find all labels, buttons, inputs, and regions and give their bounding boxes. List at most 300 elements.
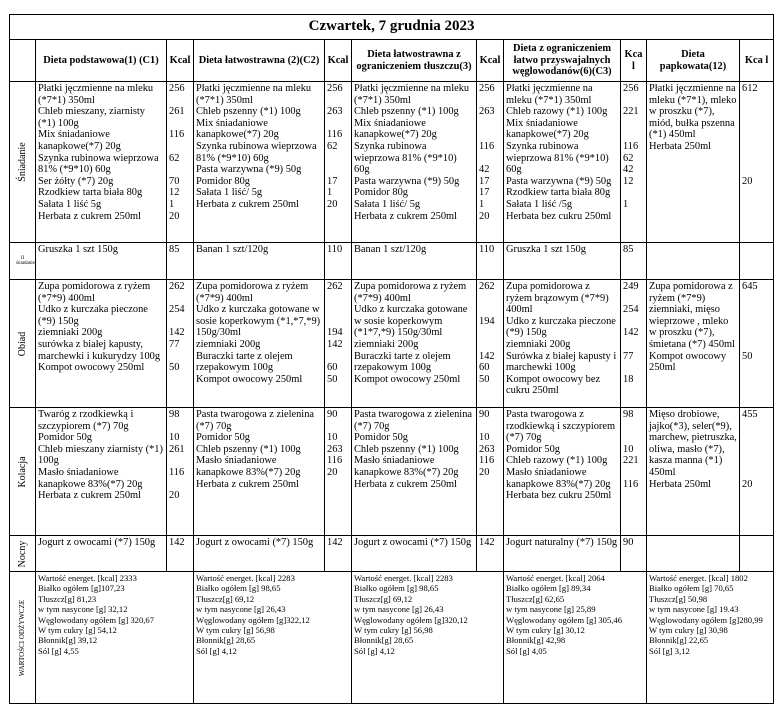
kcal-value: 249 [623, 281, 639, 292]
meal-items-cell [647, 280, 740, 408]
meal-label: II śniadanie [10, 243, 36, 280]
menu-item: Pasta warzywna (*9) 50g [506, 175, 612, 187]
kcal-value: 256 [169, 83, 185, 94]
meal-items-cell [504, 408, 621, 536]
kcal-value: 262 [169, 281, 185, 292]
menu-item: Rzodkiew tarta biała 80g [506, 187, 611, 199]
menu-item: Udko z kurczaka pieczone (*9) 150g [506, 315, 616, 339]
nutrition-value: Błonnik[g] 42,98 [506, 635, 566, 646]
nutrition-cell [647, 572, 774, 704]
nutrition-cell [352, 572, 504, 704]
nutrition-row [10, 572, 774, 704]
nutrition-value: Węglowodany ogółem [g] 305,46 [506, 614, 622, 625]
kcal-cell [167, 408, 194, 536]
kcal-value [742, 339, 771, 351]
kcal-value: 12 [169, 187, 180, 199]
kcal-value [327, 304, 349, 316]
kcal-value [479, 339, 501, 351]
kcal-value [169, 95, 191, 107]
meal-items-cell [194, 243, 325, 280]
kcal-value [479, 118, 501, 130]
kcal-value: 20 [479, 210, 490, 222]
menu-item: Banan 1 szt/120g [196, 244, 269, 255]
menu-item: Pomidor 50g [506, 443, 560, 455]
diet-header: Dieta łatwostrawna (2)(C2) [194, 40, 325, 82]
menu-item: Herbata z cukrem 250ml [196, 198, 299, 210]
kcal-value [169, 455, 191, 467]
kcal-value: 17 [327, 175, 338, 187]
kcal-value: 254 [623, 304, 639, 316]
kcal-value: 20 [742, 175, 753, 187]
menu-item: Pomidor 50g [196, 432, 250, 444]
kcal-value: 116 [623, 478, 639, 490]
menu-item: Chleb pszenny (*1) 100g [196, 443, 301, 455]
kcal-value: 10 [623, 443, 634, 455]
kcal-header: Kca l [621, 40, 647, 82]
kcal-value: 10 [169, 432, 180, 444]
menu-item: Herbata z cukrem 250ml [354, 478, 457, 490]
nutrition-value: Białko ogółem [g] 70,65 [649, 583, 734, 594]
kcal-value [623, 187, 644, 199]
kcal-value: 116 [327, 129, 343, 141]
menu-item: Sałata 1 liść/ 5g [196, 187, 263, 199]
menu-item: Zupa pomidorowa z ryżem (*7*9) 400ml [196, 281, 309, 304]
menu-item: Pomidor 80g [354, 187, 408, 199]
kcal-value: 17 [479, 175, 490, 187]
menu-item: Jogurt z owocami (*7) 150g [354, 537, 472, 548]
kcal-cell [621, 82, 647, 243]
menu-table [9, 14, 774, 704]
menu-item: Pasta twarogowa z rzodkiewką i szczypiorem (*7) 70g [506, 409, 616, 444]
meal-items-cell [352, 408, 477, 536]
menu-item: Buraczki tarte z olejem rzepakowym 100g [354, 350, 451, 374]
kcal-cell [167, 280, 194, 408]
kcal-value: 18 [623, 373, 634, 385]
kcal-cell [740, 536, 774, 572]
kcal-value: 262 [479, 281, 495, 292]
nutrition-value: Błonnik[g] 28,65 [354, 635, 414, 646]
kcal-cell [325, 243, 352, 280]
kcal-value: 221 [623, 106, 639, 118]
nutrition-value: Wartość energet. [kcal] 2333 [38, 573, 137, 583]
menu-item: Płatki jęczmienne na mleku (*7*1) 350ml [354, 83, 470, 106]
nutrition-value: Sól [g] 4,05 [506, 645, 547, 656]
nutrition-value: w tym nasycone [g] 26,43 [196, 604, 286, 615]
meal-items-cell [647, 408, 740, 536]
kcal-value: 110 [327, 244, 343, 255]
kcal-value [742, 316, 771, 328]
menu-item: Pasta twarogowa z zielenina (*7) 70g [196, 409, 315, 432]
nutrition-value: w tym nasycone [g] 19.43 [649, 604, 739, 615]
kcal-value [169, 316, 191, 328]
kcal-value [742, 467, 771, 479]
kcal-value: 142 [479, 350, 495, 362]
nutrition-value: Wartość energet. [kcal] 1802 [649, 573, 748, 583]
nutrition-value: Białko ogółem [g] 98,65 [354, 583, 439, 594]
kcal-value: 256 [623, 83, 639, 94]
meal-items-cell [647, 82, 740, 243]
kcal-value: 645 [742, 281, 758, 292]
kcal-value: 116 [169, 466, 185, 478]
kcal-value: 1 [169, 198, 175, 210]
menu-item: Udko z kurczaka pieczone (*9) 150g [38, 304, 148, 327]
meal-row [10, 82, 774, 243]
menu-item: Kompot owocowy bez cukru 250ml [506, 373, 601, 397]
kcal-cell [477, 536, 504, 572]
menu-item: Chleb mieszany, ziarnisty (*1) 100g [38, 106, 145, 129]
meal-row [10, 408, 774, 536]
kcal-value [479, 327, 501, 339]
kcal-value: 77 [169, 338, 180, 350]
kcal-value: 263 [479, 106, 495, 118]
kcal-value: 62 [327, 140, 338, 152]
nutrition-value: W tym cukry [g] 54,12 [38, 625, 117, 636]
nutrition-cell [194, 572, 352, 704]
menu-item: Chleb razowy (*1) 100g [506, 455, 608, 467]
nutrition-value: Węglowodany ogółem [g]320,12 [354, 614, 468, 625]
kcal-value [479, 153, 501, 165]
meal-items-cell [504, 82, 621, 243]
kcal-cell [740, 82, 774, 243]
kcal-value: 42 [479, 164, 490, 176]
kcal-header: Kcal [325, 40, 352, 82]
kcal-value: 90 [623, 537, 634, 548]
menu-item: Pasta twarogowa z zielenina (*7) 70g [354, 409, 473, 432]
meal-items-cell [36, 280, 167, 408]
diet-header: Dieta papkowata(12) [647, 40, 740, 82]
kcal-value [169, 421, 191, 433]
kcal-cell [477, 408, 504, 536]
kcal-value: 455 [742, 409, 758, 420]
meal-row [10, 280, 774, 408]
kcal-cell [477, 243, 504, 280]
kcal-value [742, 106, 771, 118]
menu-item: Pomidor 80g [196, 175, 250, 187]
kcal-value: 612 [742, 83, 758, 94]
menu-item: Chleb pszenny (*1) 100g [354, 106, 459, 118]
kcal-value: 194 [479, 315, 495, 327]
menu-item: Udko z kurczaka gotowane w sosie koperkowym (*1,*7,*9) 150g/30ml [196, 304, 321, 339]
nutrition-value: Błonnik[g] 28,65 [196, 635, 256, 646]
kcal-value [479, 421, 501, 433]
kcal-cell [167, 243, 194, 280]
menu-item: Mięso drobiowe, jajko(*3), seler(*9), marchew, pietruszka, oliwa, masło (*7), kasza manna (*1) 450ml [649, 409, 737, 478]
kcal-value: 261 [169, 443, 185, 455]
kcal-value [623, 421, 644, 433]
kcal-value [742, 455, 771, 467]
menu-item: Herbata 250ml [649, 140, 712, 152]
nutrition-value: Węglowodany ogółem [g] 320,67 [38, 614, 154, 625]
kcal-value: 70 [169, 175, 180, 187]
nutrition-value: Węglowodany ogółem [g]322,12 [196, 614, 310, 625]
menu-item: Zupa pomidorowa z ryżem brązowym (*7*9) 400ml [506, 281, 609, 316]
kcal-value: 62 [623, 152, 634, 164]
menu-item: Chleb razowy (*1) 100g [506, 106, 608, 118]
kcal-cell [621, 408, 647, 536]
menu-item: Szynka rubinowa wieprzowa 81% (*9*10) 60g [506, 140, 609, 176]
menu-item: Zupa pomidorowa z ryżem (*7*9) 400ml [38, 281, 151, 304]
nutrition-value: w tym nasycone [g] 32,12 [38, 604, 128, 615]
kcal-value: 12 [623, 175, 634, 187]
kcal-value: 85 [169, 244, 180, 255]
kcal-value: 50 [479, 373, 490, 385]
kcal-value [623, 339, 644, 351]
meal-items-cell [504, 536, 621, 572]
nutrition-label: WARTOŚCI ODŻYWCZE [10, 572, 36, 704]
kcal-value: 142 [169, 537, 185, 548]
nutrition-value: Sól [g] 4,12 [354, 645, 395, 656]
kcal-value [623, 293, 644, 305]
nutrition-value: Białko ogółem [g] 89,34 [506, 583, 591, 594]
nutrition-value: W tym cukry [g] 56,98 [354, 625, 433, 636]
meal-items-cell [352, 280, 477, 408]
nutrition-value: W tym cukry [g] 56,98 [196, 625, 275, 636]
menu-item: Chleb pszenny (*1) 100g [354, 443, 459, 455]
kcal-cell [325, 408, 352, 536]
kcal-value: 20 [169, 490, 180, 502]
menu-item: surówka z białej kapusty, marchewki i kukurydzy 100g [38, 338, 161, 362]
menu-item: Pomidor 50g [38, 432, 92, 444]
kcal-value [479, 129, 501, 141]
kcal-header: Kca l [740, 40, 774, 82]
kcal-value [327, 95, 349, 107]
meal-items-cell [194, 408, 325, 536]
kcal-value: 261 [169, 106, 185, 118]
kcal-value [169, 479, 191, 491]
nutrition-cell [36, 572, 194, 704]
menu-item: Herbata bez cukru 250ml [506, 210, 612, 222]
menu-item: Surówka z białej kapusty i marchewki 100g [506, 350, 617, 374]
page-title: Czwartek, 7 grudnia 2023 [10, 15, 774, 40]
kcal-value: 1 [623, 198, 629, 210]
kcal-value: 90 [327, 409, 338, 420]
nutrition-value: Tłuszcz[g] 50,98 [649, 593, 708, 604]
kcal-value [327, 293, 349, 305]
nutrition-value: Tłuszcz[g] 69,12 [196, 593, 255, 604]
nutrition-value: Sól [g] 4,55 [38, 645, 79, 656]
nutrition-value: W tym cukry [g] 30,12 [506, 625, 585, 636]
menu-item: Kompot owocowy 250ml [354, 373, 461, 385]
menu-item: Sałata 1 liść /5g [506, 198, 573, 210]
kcal-value [169, 164, 191, 176]
kcal-value [169, 141, 191, 153]
menu-item: Płatki jęczmienne na mleku (*7*1) 350ml [506, 83, 593, 106]
kcal-value [327, 118, 349, 130]
menu-item: Szynka rubinowa wieprzowa 81% (*9*10) 60g [196, 140, 317, 164]
menu-item: Udko z kurczaka gotowane w sosie koperkowym (*1*7,*9) 150g/30ml [354, 304, 468, 339]
kcal-value: 50 [327, 373, 338, 385]
kcal-value [169, 118, 191, 130]
kcal-value: 110 [479, 244, 495, 255]
nutrition-value: Błonnik[g] 22,65 [649, 635, 709, 646]
kcal-value: 116 [623, 140, 639, 152]
nutrition-value: Tłuszcz[g] 69,12 [354, 593, 413, 604]
kcal-value: 17 [479, 187, 490, 199]
kcal-cell [621, 536, 647, 572]
meal-items-cell [194, 82, 325, 243]
header-row [10, 40, 774, 82]
menu-item: Masło śniadaniowe kanapkowe 83%(*7) 20g [354, 455, 459, 478]
menu-item: Herbata z cukrem 250ml [196, 478, 299, 490]
nutrition-value: W tym cukry [g] 30,98 [649, 625, 728, 636]
menu-item: Rzodkiew tarta biała 80g [38, 187, 143, 199]
kcal-value: 142 [479, 537, 495, 548]
kcal-cell [167, 82, 194, 243]
menu-item: Jogurt z owocami (*7) 150g [196, 537, 314, 548]
menu-item: ziemniaki 200g [354, 338, 419, 350]
menu-item: Herbata z cukrem 250ml [38, 210, 141, 222]
kcal-value: 194 [327, 327, 343, 339]
meal-items-cell [647, 536, 740, 572]
kcal-value [742, 293, 771, 305]
kcal-value: 256 [327, 83, 343, 94]
kcal-cell [740, 243, 774, 280]
nutrition-value: Sól [g] 3,12 [649, 645, 690, 656]
meal-items-cell [36, 536, 167, 572]
kcal-value [169, 293, 191, 305]
menu-item: Zupa pomidorowa z ryżem (*7*9) 400ml [354, 281, 467, 304]
nutrition-value: Wartość energet. [kcal] 2283 [196, 573, 295, 583]
kcal-value: 90 [479, 409, 490, 420]
menu-item: Herbata bez cukru 250ml [506, 490, 612, 502]
menu-item: ziemniaki 200g [38, 327, 103, 339]
menu-item: Mix śniadaniowe kanapkowe(*7) 20g [38, 129, 121, 152]
kcal-value: 142 [327, 338, 343, 350]
kcal-cell [621, 243, 647, 280]
kcal-value [327, 153, 349, 165]
menu-item: Płatki jęczmienne na mleku (*7*1) 350ml [196, 83, 312, 106]
kcal-value: 116 [327, 455, 343, 467]
kcal-value: 262 [327, 281, 343, 292]
kcal-value: 221 [623, 455, 639, 467]
meal-items-cell [194, 280, 325, 408]
nutrition-value: Błonnik[g] 39,12 [38, 635, 98, 646]
kcal-value: 142 [327, 537, 343, 548]
kcal-value [742, 244, 771, 256]
kcal-value: 116 [169, 129, 185, 141]
menu-item: Chleb mieszany ziarnisty (*1) 100g [38, 443, 163, 467]
kcal-cell [325, 82, 352, 243]
kcal-value [742, 304, 771, 316]
kcal-cell [621, 280, 647, 408]
meal-items-cell [504, 280, 621, 408]
menu-item: Masło śniadaniowe kanapkowe 83%(*7) 20g [38, 466, 143, 490]
menu-item: Sałata 1 liść/ 5g [354, 198, 421, 210]
menu-item: Twaróg z rzodkiewką i szczypiorem (*7) 70g [38, 409, 134, 432]
meal-items-cell [504, 243, 621, 280]
meal-items-cell [647, 243, 740, 280]
kcal-cell [325, 536, 352, 572]
kcal-value [623, 118, 644, 130]
nutrition-value: w tym nasycone [g] 25,89 [506, 604, 596, 615]
kcal-value: 263 [479, 443, 495, 455]
meal-items-cell [352, 243, 477, 280]
menu-item: Herbata 250ml [649, 478, 712, 490]
meal-label: Obiad [10, 280, 36, 408]
kcal-value [742, 432, 771, 444]
kcal-value: 142 [169, 327, 185, 339]
nutrition-value: Wartość energet. [kcal] 2064 [506, 573, 605, 583]
kcal-value [742, 95, 771, 107]
kcal-value: 254 [169, 304, 185, 316]
meal-items-cell [36, 408, 167, 536]
menu-item: Jogurt naturalny (*7) 150g [506, 537, 618, 548]
menu-item: Ser żółty (*7) 20g [38, 175, 114, 187]
kcal-value: 62 [169, 152, 180, 164]
kcal-header: Kcal [477, 40, 504, 82]
meal-items-cell [352, 82, 477, 243]
kcal-value [479, 95, 501, 107]
kcal-value: 50 [169, 362, 180, 374]
meal-row [10, 536, 774, 572]
kcal-value: 60 [327, 362, 338, 374]
menu-item: Banan 1 szt/120g [354, 244, 427, 255]
nutrition-value: Tłuszcz[g] 62,65 [506, 593, 565, 604]
kcal-value [742, 129, 771, 141]
kcal-value: 1 [327, 187, 333, 199]
menu-item: Szynka rubinowa wieprzowa 81% (*9*10) 60g [354, 140, 457, 176]
nutrition-value: Białko ogółem [g] 98,65 [196, 583, 281, 594]
kcal-value [623, 95, 644, 107]
menu-item: Masło śniadaniowe kanapkowe 83%(*7) 20g [196, 455, 301, 478]
kcal-value: 98 [169, 409, 180, 420]
nutrition-value: Wartość energet. [kcal] 2283 [354, 573, 453, 583]
kcal-value [623, 432, 644, 444]
kcal-value: 50 [742, 350, 753, 362]
kcal-value [742, 118, 771, 130]
menu-item: ziemniaki 200g [196, 338, 261, 350]
menu-item: Jogurt z owocami (*7) 150g [38, 537, 156, 548]
menu-item: Masło śniadaniowe kanapkowe 83%(*7) 20g [506, 466, 611, 490]
nutrition-value: w tym nasycone [g] 26,43 [354, 604, 444, 615]
kcal-value [623, 467, 644, 479]
kcal-value: 116 [479, 140, 495, 152]
meal-label: Kolacja [10, 408, 36, 536]
kcal-value: 20 [479, 466, 490, 478]
nutrition-value: Białko ogółem [g]107,23 [38, 583, 125, 594]
kcal-value: 20 [327, 466, 338, 478]
menu-item: Herbata z cukrem 250ml [354, 210, 457, 222]
kcal-value: 10 [479, 432, 490, 444]
diet-header: Dieta łatwostrawna z ograniczeniem tłuszczu(3) [352, 40, 477, 82]
menu-item: Herbata z cukrem 250ml [38, 490, 141, 502]
kcal-value [742, 327, 771, 339]
menu-item: Chleb pszenny (*1) 100g [196, 106, 301, 118]
diet-header: Dieta podstawowa(1) (C1) [36, 40, 167, 82]
kcal-value [327, 164, 349, 176]
kcal-value [623, 362, 644, 374]
menu-item: Gruszka 1 szt 150g [506, 244, 586, 255]
menu-item: ziemniaki 200g [506, 338, 571, 350]
menu-item: Pasta warzywna (*9) 50g [354, 175, 460, 187]
menu-item: Płatki jęczmienne na mleku (*7*1), mleko w proszku (*7), miód, bułka pszenna (*1) 450ml [649, 83, 737, 141]
kcal-value: 263 [327, 443, 343, 455]
kcal-value: 60 [479, 362, 490, 374]
menu-item: Kompot owocowy 250ml [649, 350, 727, 374]
kcal-value [169, 351, 191, 363]
nutrition-cell [504, 572, 647, 704]
kcal-value [742, 164, 771, 176]
meal-items-cell [352, 536, 477, 572]
diet-header: Dieta z ograniczeniem łatwo przyswajalnych węglowodanów(6)(C3) [504, 40, 621, 82]
kcal-value [623, 129, 644, 141]
kcal-value: 98 [623, 409, 634, 420]
kcal-value: 256 [479, 83, 495, 94]
menu-item: Sałata 1 liść 5g [38, 198, 102, 210]
kcal-value [742, 141, 771, 153]
kcal-value: 142 [623, 327, 639, 339]
meal-label: Śniadanie [10, 82, 36, 243]
